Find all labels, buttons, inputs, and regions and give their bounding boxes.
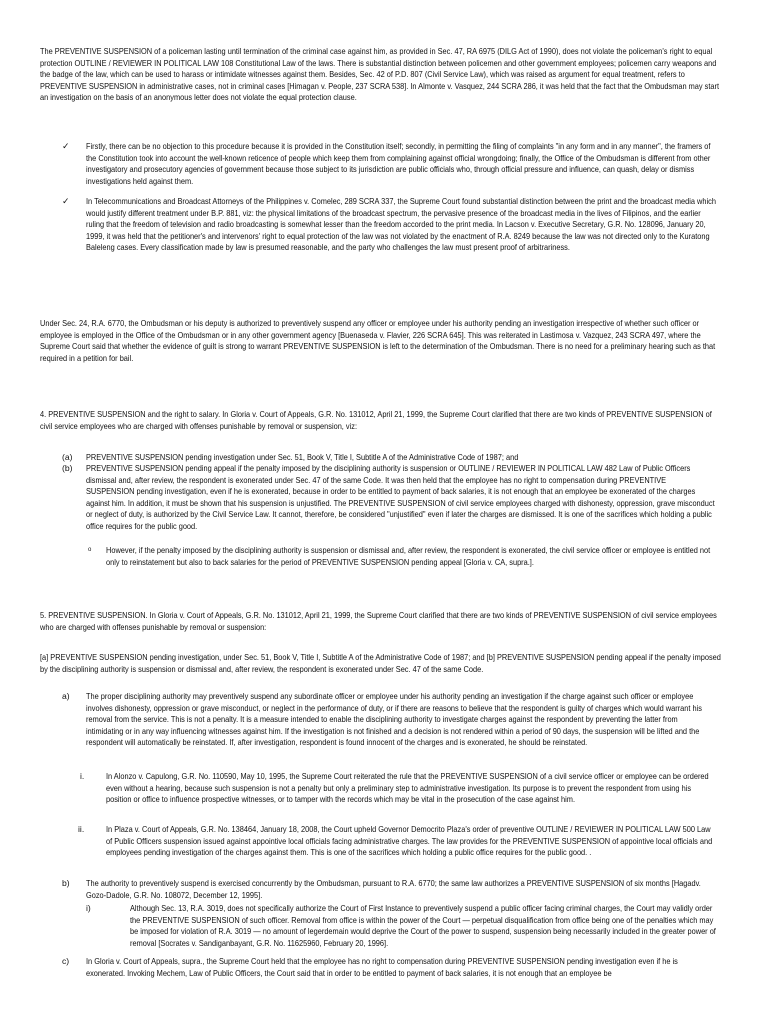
check-item-ombudsman-procedure: Firstly, there can be no objection to this procedure because it is provided in the Constitution itself; secondly, in permitting the filing of complaints "in any form and in any manner", the framers of the Constitution took into account the well-known reticence of people which keep them from complaining against official wrongdoing; finally, the Office of the Ombudsman is different from other investigatory and prosecutory agencies of government because those subject to its jurisdiction are public officials who, through official pressure and influence, can quash, delay or dismiss investigations held against them. — [86, 141, 711, 186]
sub-item-plaza-case: In Plaza v. Court of Appeals, G.R. No. 138464, January 18, 2008, the Court upheld Governor Democrito Plaza's order of preventive OUTLINE / REVIEWER IN POLITICAL LAW 500 Law of Public Officers suspension issued against appointive local officials facing administrative charges. The law provides for the PREVENTIVE SUSPENSION of appointive local officials and employees pending investigation of the charges against them. This is one of the sacrifices which holding a public office requires for the public good. . — [106, 824, 713, 858]
sub-item-reinstatement: However, if the penalty imposed by the disciplining authority is suspension or dismissal and, after review, the respondent is exonerated, the civil service officer or employee is entitled not only to reinstatement but also to back salaries for the period of PREVENTIVE SUSPENSION pending appeal [Gloria v. CA, supra.]. — [106, 545, 711, 567]
list-item-a-disciplining-authority: The proper disciplining authority may preventively suspend any subordinate officer or employee under his authority pending an investigation if the charge against such officer or employee involves dishonesty, oppression or grave misconduct, or neglect in the performance of duty, or if there are reasons to believe that the respondent is guilty of charges which would warrant his removal from the service. This is not a penalty. It is a measure intended to enable the disciplining authority to investigate charges against the respondent by preventing the latter from intimidating or in any way influencing witnesses against him. If the investigation is not finished and a decision is not rendered within a period of 90 days, the suspension will be lifted and the respondent will automatically be reinstated. If, after investigation, respondent is found innocent of the charges and is exonerated, he should be reinstated. — [86, 691, 702, 748]
list-item-a: PREVENTIVE SUSPENSION pending investigation under Sec. 51, Book V, Title I, Subtitle A of the Administrative Code of 1987; and — [86, 452, 519, 462]
list-item-c-gloria-case: In Gloria v. Court of Appeals, supra., the Supreme Court held that the employee has no right to compensation during PREVENTIVE SUSPENSION pending investigation even if he is exonerated. Invoking Mechem, Law of Public Officers, the Court said that in order to be entitled to payment of back salaries, it is not enough that an employee be — [86, 956, 678, 978]
paragraph-preventive-suspension-policeman: The PREVENTIVE SUSPENSION of a policeman lasting until termination of the criminal case against him, as provided in Sec. 47, RA 6975 (DILG Act of 1990), does not violate the policeman's right to equal protection OUTLINE / REVIEWER IN POLITICAL LAW 108 Constitutional Law of the laws. There is substantial distinction between policemen and other government employees; policemen carry weapons and the badge of the law, which can be used to harass or intimidate witnesses against them. Besides, Sec. 42 of P.D. 807 (Civil Service Law), which was raised as argument for equal treatment, refers to PREVENTIVE SUSPENSION in administrative cases, not in criminal cases [Himagan v. People, 237 SCRA 538]. In Almonte v. Vasquez, 244 SCRA 286, it was held that the fact that the Ombudsman may start an investigation on the basis of an anonymous letter does not violate the equal protection clause. — [40, 46, 720, 103]
check-item-telecommunications-case: In Telecommunications and Broadcast Attorneys of the Philippines v. Comelec, 289 SCRA 337, the Supreme Court found substantial distinction between the print and the broadcast media which would justify different treatment under B.P. 881, viz: the physical limitations of the broadcast spectrum, the pervasive presence of the broadcast media in the lives of Filipinos, and the earlier ruling that the freedom of television and radio broadcasting is somewhat lesser than the freedom accorded to the print media. In Lacson v. Executive Secretary, G.R. No. 128096, January 20, 1999, it was held that the petitioner's and intervenors' right to equal protection of the law was not violated by the enactment of R.A. 8249 because the law was not directed only to the Kuratong Baleleng cases. Every classification made by law is presumed reasonable, and the party who challenges the law must present proof of arbitrariness. — [86, 196, 716, 253]
list-item-b: PREVENTIVE SUSPENSION pending appeal if the penalty imposed by the disciplining authority is suspension or OUTLINE / REVIEWER IN POLITICAL LAW 482 Law of Public Officers dismissal and, after review, the respondent is exonerated under Sec. 47 of the same Code. It was then held that the employee has no right to compensation during PREVENTIVE SUSPENSION pending investigation, even if he is exonerated, because in order to be entitled to payment of back salaries, it is not enough that an employee be exonerated of the charges against him. In addition, it must be shown that his suspension is unjustified. The PREVENTIVE SUSPENSION of civil service employees charged with dishonesty, oppression, grave misconduct or neglect of duty, is authorized by the Civil Service Law. It cannot, therefore, be considered "unjustified" even if later the charges are dismissed. It is one of the sacrifices which holding a public office requires for the public good. — [86, 463, 715, 531]
sub-item-sec-13-ra-3019: Although Sec. 13, R.A. 3019, does not specifically authorize the Court of First Instance to preventively suspend a public officer facing criminal charges, the Court may validly order the PREVENTIVE SUSPENSION of such officer. Removal from office is within the power of the Court — perpetual disqualification from office being one of the penalties which may be imposed for violation of R.A. 3019 — no amount of legerdemain would deprive the Court of the power to suspend, suspension being necessarily included in the greater power of removal [Socrates v. Sandiganbayant, G.R. No. 11625960, February 20, 1996]. — [130, 903, 716, 948]
list-item-b-ombudsman: The authority to preventively suspend is exercised concurrently by the Ombudsman, pursuant to R.A. 6770; the same law authorizes a PREVENTIVE SUSPENSION of six months [Hagadv. Gozo-Dadole, G.R. No. 108072, December 12, 1995]. — [86, 878, 701, 900]
paragraph-ombudsman-authority: Under Sec. 24, R.A. 6770, the Ombudsman or his deputy is authorized to preventively suspend any officer or employee under his authority pending an investigation irrespective of whether such officer or employee is employed in the Office of the Ombudsman or in any other government agency [Buenaseda v. Flavier, 226 SCRA 645]. This was reiterated in Lastimosa v. Vazquez, 243 SCRA 497, where the Supreme Court said that whether the evidence of guilt is strong to warrant PREVENTIVE SUSPENSION is left to the determination of the Ombudsman. There is no need for a preliminary hearing such as that required in a petition for bail. — [40, 318, 716, 363]
paragraph-two-kinds: [a] PREVENTIVE SUSPENSION pending investigation, under Sec. 51, Book V, Title I, Subtitle A of the Administrative Code of 1987; and [b] PREVENTIVE SUSPENSION pending appeal if the penalty imposed by the disciplining authority is suspension or dismissal and, after review, the respondent is exonerated under Sec. 47 of the same Code. — [40, 652, 721, 674]
paragraph-section-5: 5. PREVENTIVE SUSPENSION. In Gloria v. Court of Appeals, G.R. No. 131012, April 21, 1999, the Supreme Court clarified that there are two kinds of PREVENTIVE SUSPENSION of civil service employees who are charged with offenses punishable by removal or suspension: — [40, 610, 717, 632]
document-page: The PREVENTIVE SUSPENSION of a policeman lasting until termination of the criminal case against him, as provided in Sec. 47, RA 6975 (DILG Act of 1990), does not violate the policeman's right to equal protection OUTLINE / REVIEWER IN POLITICAL LAW 108 Constitutional Law of the laws. There is substantial distinction between policemen and other government employees; policemen carry weapons and the badge of the law, which can be used to harass or intimidate witnesses against them. Besides, Sec. 42 of P.D. 807 (Civil Service Law), which was raised as argument for equal treatment, refers to PREVENTIVE SUSPENSION in administrative cases, not in criminal cases [Himagan v. People, 237 SCRA 538]. In Almonte v. Vasquez, 244 SCRA 286, it was held that the fact that the Ombudsman may start an investigation on the basis of an anonymous letter does not violate the equal protection clause. ✓ Firstly, there can be no objection to this procedure because it is provided in the Constitution itself; secondly, in permitting the filing of complaints "in any form and in any manner", the framers of the Constitution took into account the well-known reticence of people which keep them from complaining against official wrongdoing; finally, the Office of the Ombudsman is different from other investigatory and prosecutory agencies of government because those subject to its jurisdiction are public officials who, through official pressure and influence, can quash, delay or dismiss investigations held against them. ✓ In Telecommunications and Broadcast Attorneys of the Philippines v. Comelec, 289 SCRA 337, the Supreme Court found substantial distinction between the print and the broadcast media which would justify different treatment under B.P. 881, viz: the physical limitations of the broadcast spectrum, the pervasive presence of the broadcast media in the lives of Filipinos, and the earlier ruling that the freedom of television and radio broadcasting is somewhat lesser than the freedom accorded to the print media. In Lacson v. Executive Secretary, G.R. No. 128096, January 20, 1999, it was held that the petitioner's and intervenors' right to equal protection of the law was not violated by the enactment of R.A. 8249 because the law was not directed only to the Kuratong Baleleng cases. Every classification made by law is presumed reasonable, and the party who challenges the law must present proof of arbitrariness. Under Sec. 24, R.A. 6770, the Ombudsman or his deputy is authorized to preventively suspend any officer or employee under his authority pending an investigation irrespective of whether such officer or employee is employed in the Office of the Ombudsman or in any other government agency [Buenaseda v. Flavier, 226 SCRA 645]. This was reiterated in Lastimosa v. Vazquez, 243 SCRA 497, where the Supreme Court said that whether the evidence of guilt is strong to warrant PREVENTIVE SUSPENSION is left to the determination of the Ombudsman. There is no need for a preliminary hearing such as that required in a petition for bail. 4. PREVENTIVE SUSPENSION and the right to salary. In Gloria v. Court of Appeals, G.R. No. 131012, April 21, 1999, the Supreme Court clarified that there are two kinds of PREVENTIVE SUSPENSION of civil service employees who are charged with offenses punishable by removal or suspension, viz: (a) PREVENTIVE SUSPENSION pending investigation under Sec. 51, Book V, Title I, Subtitle A of the Administrative Code of 1987; and (b) PREVENTIVE SUSPENSION pending appeal if the penalty imposed by the disciplining authority is suspension or OUTLINE / REVIEWER IN POLITICAL LAW 482 Law of Public Officers dismissal and, after review, the respondent is exonerated under Sec. 47 of the same Code. It was then held that the employee has no right to compensation during PREVENTIVE SUSPENSION pending investigation, even if he is exonerated, because in order to be entitled to payment of back salaries, it is not enough that an employee be exonerated of the charges against him. In addition, it must be shown that his suspension is unjustified. The PREVENTIVE SUSPENSION of civil service employees charged with dishonesty, oppression, grave misconduct or neglect of duty, is authorized by the Civil Service Law. It cannot, therefore, be considered "unjustified" even if later the charges are dismissed. It is one of the sacrifices which holding a public office requires for the public good. o However, if the penalty imposed by the disciplining authority is suspension or dismissal and, after review, the respondent is exonerated, the civil service officer or employee is entitled not only to reinstatement but also to back salaries for the period of PREVENTIVE SUSPENSION pending appeal [Gloria v. CA, supra.]. 5. PREVENTIVE SUSPENSION. In Gloria v. Court of Appeals, G.R. No. 131012, April 21, 1999, the Supreme Court clarified that there are two kinds of PREVENTIVE SUSPENSION of civil service employees who are charged with offenses punishable by removal or suspension: [a] PREVENTIVE SUSPENSION pending investigation, under Sec. 51, Book V, Title I, Subtitle A of the Administrative Code of 1987; and [b] PREVENTIVE SUSPENSION pending appeal if the penalty imposed by the disciplining authority is suspension or dismissal and, after review, the respondent is exonerated under Sec. 47 of the same Code. a) The proper disciplining authority may preventively suspend any subordinate officer or employee under his authority pending an investigation if the charge against such officer or employee involves dishonesty, oppression or grave misconduct, or neglect in the performance of duty, or if there are reasons to believe that the respondent is guilty of charges which would warrant his removal from the service. This is not a penalty. It is a measure intended to enable the disciplining authority to investigate charges against the respondent by preventing the latter from intimidating or in any way influencing witnesses against him. If the investigation is not finished and a decision is not rendered within a period of 90 days, the suspension will be lifted and the respondent will automatically be reinstated. If, after investigation, respondent is found innocent of the charges and is exonerated, he should be reinstated. i. In Alonzo v. Capulong, G.R. No. 110590, May 10, 1995, the Supreme Court reiterated the rule that the PREVENTIVE SUSPENSION of a civil service officer or employee can be ordered even without a hearing, because such suspension is not a penalty but only a preliminary step to administrative investigation. Its purpose is to prevent the respondent from using his position or office to influence prospective witnesses, or to tamper with the records which may be vital in the prosecution of the case against him. ii. In Plaza v. Court of Appeals, G.R. No. 138464, January 18, 2008, the Court upheld Governor Democrito Plaza's order of preventive OUTLINE / REVIEWER IN POLITICAL LAW 500 Law of Public Officers suspension issued against appointive local officials facing administrative charges. The law provides for the PREVENTIVE SUSPENSION of appointive local officials and employees pending investigation of the charges against them. This is one of the sacrifices which holding a public office requires for the public good. . b) The authority to preventively suspend is exercised concurrently by the Ombudsman, pursuant to R.A. 6770; the same law authorizes a PREVENTIVE SUSPENSION of six months [Hagadv. Gozo-Dadole, G.R. No. 108072, December 12, 1995]. i) Although Sec. 13, R.A. 3019, does not specifically authorize the Court of First Instance to preventively suspend a public officer facing criminal charges, the Court may validly order the PREVENTIVE SUSPENSION of such officer. Removal from office is within the power of the Court — perpetual disqualification from office being one of the penalties which may be imposed for violation of R.A. 3019 — no amount of legerdemain would deprive the Court of the power to suspend, suspension being necessarily included in the greater power of removal [Socrates v. Sandiganbayant, G.R. No. 11625960, February 20, 1996]. c) In Gloria v. Court of Appeals, supra., the Supreme Court held that the employee has no right to compensation during PREVENTIVE SUSPENSION pending investigation even if he is exonerated. Invoking Mechem, Law of Public Officers, the Court said that in order to be entitled to payment of back salaries, it is not enough that an employee be — [0, 0, 768, 1024]
paragraph-section-4: 4. PREVENTIVE SUSPENSION and the right to salary. In Gloria v. Court of Appeals, G.R. No. 131012, April 21, 1999, the Supreme Court clarified that there are two kinds of PREVENTIVE SUSPENSION of civil service employees who are charged with offenses punishable by removal or suspension, viz: — [40, 409, 712, 431]
sub-item-alonzo-case: In Alonzo v. Capulong, G.R. No. 110590, May 10, 1995, the Supreme Court reiterated the rule that the PREVENTIVE SUSPENSION of a civil service officer or employee can be ordered even without a hearing, because such suspension is not a penalty but only a preliminary step to administrative investigation. Its purpose is to prevent the respondent from using his position or office to influence prospective witnesses, or to tamper with the records which may be vital in the prosecution of the case against him. — [106, 771, 709, 805]
